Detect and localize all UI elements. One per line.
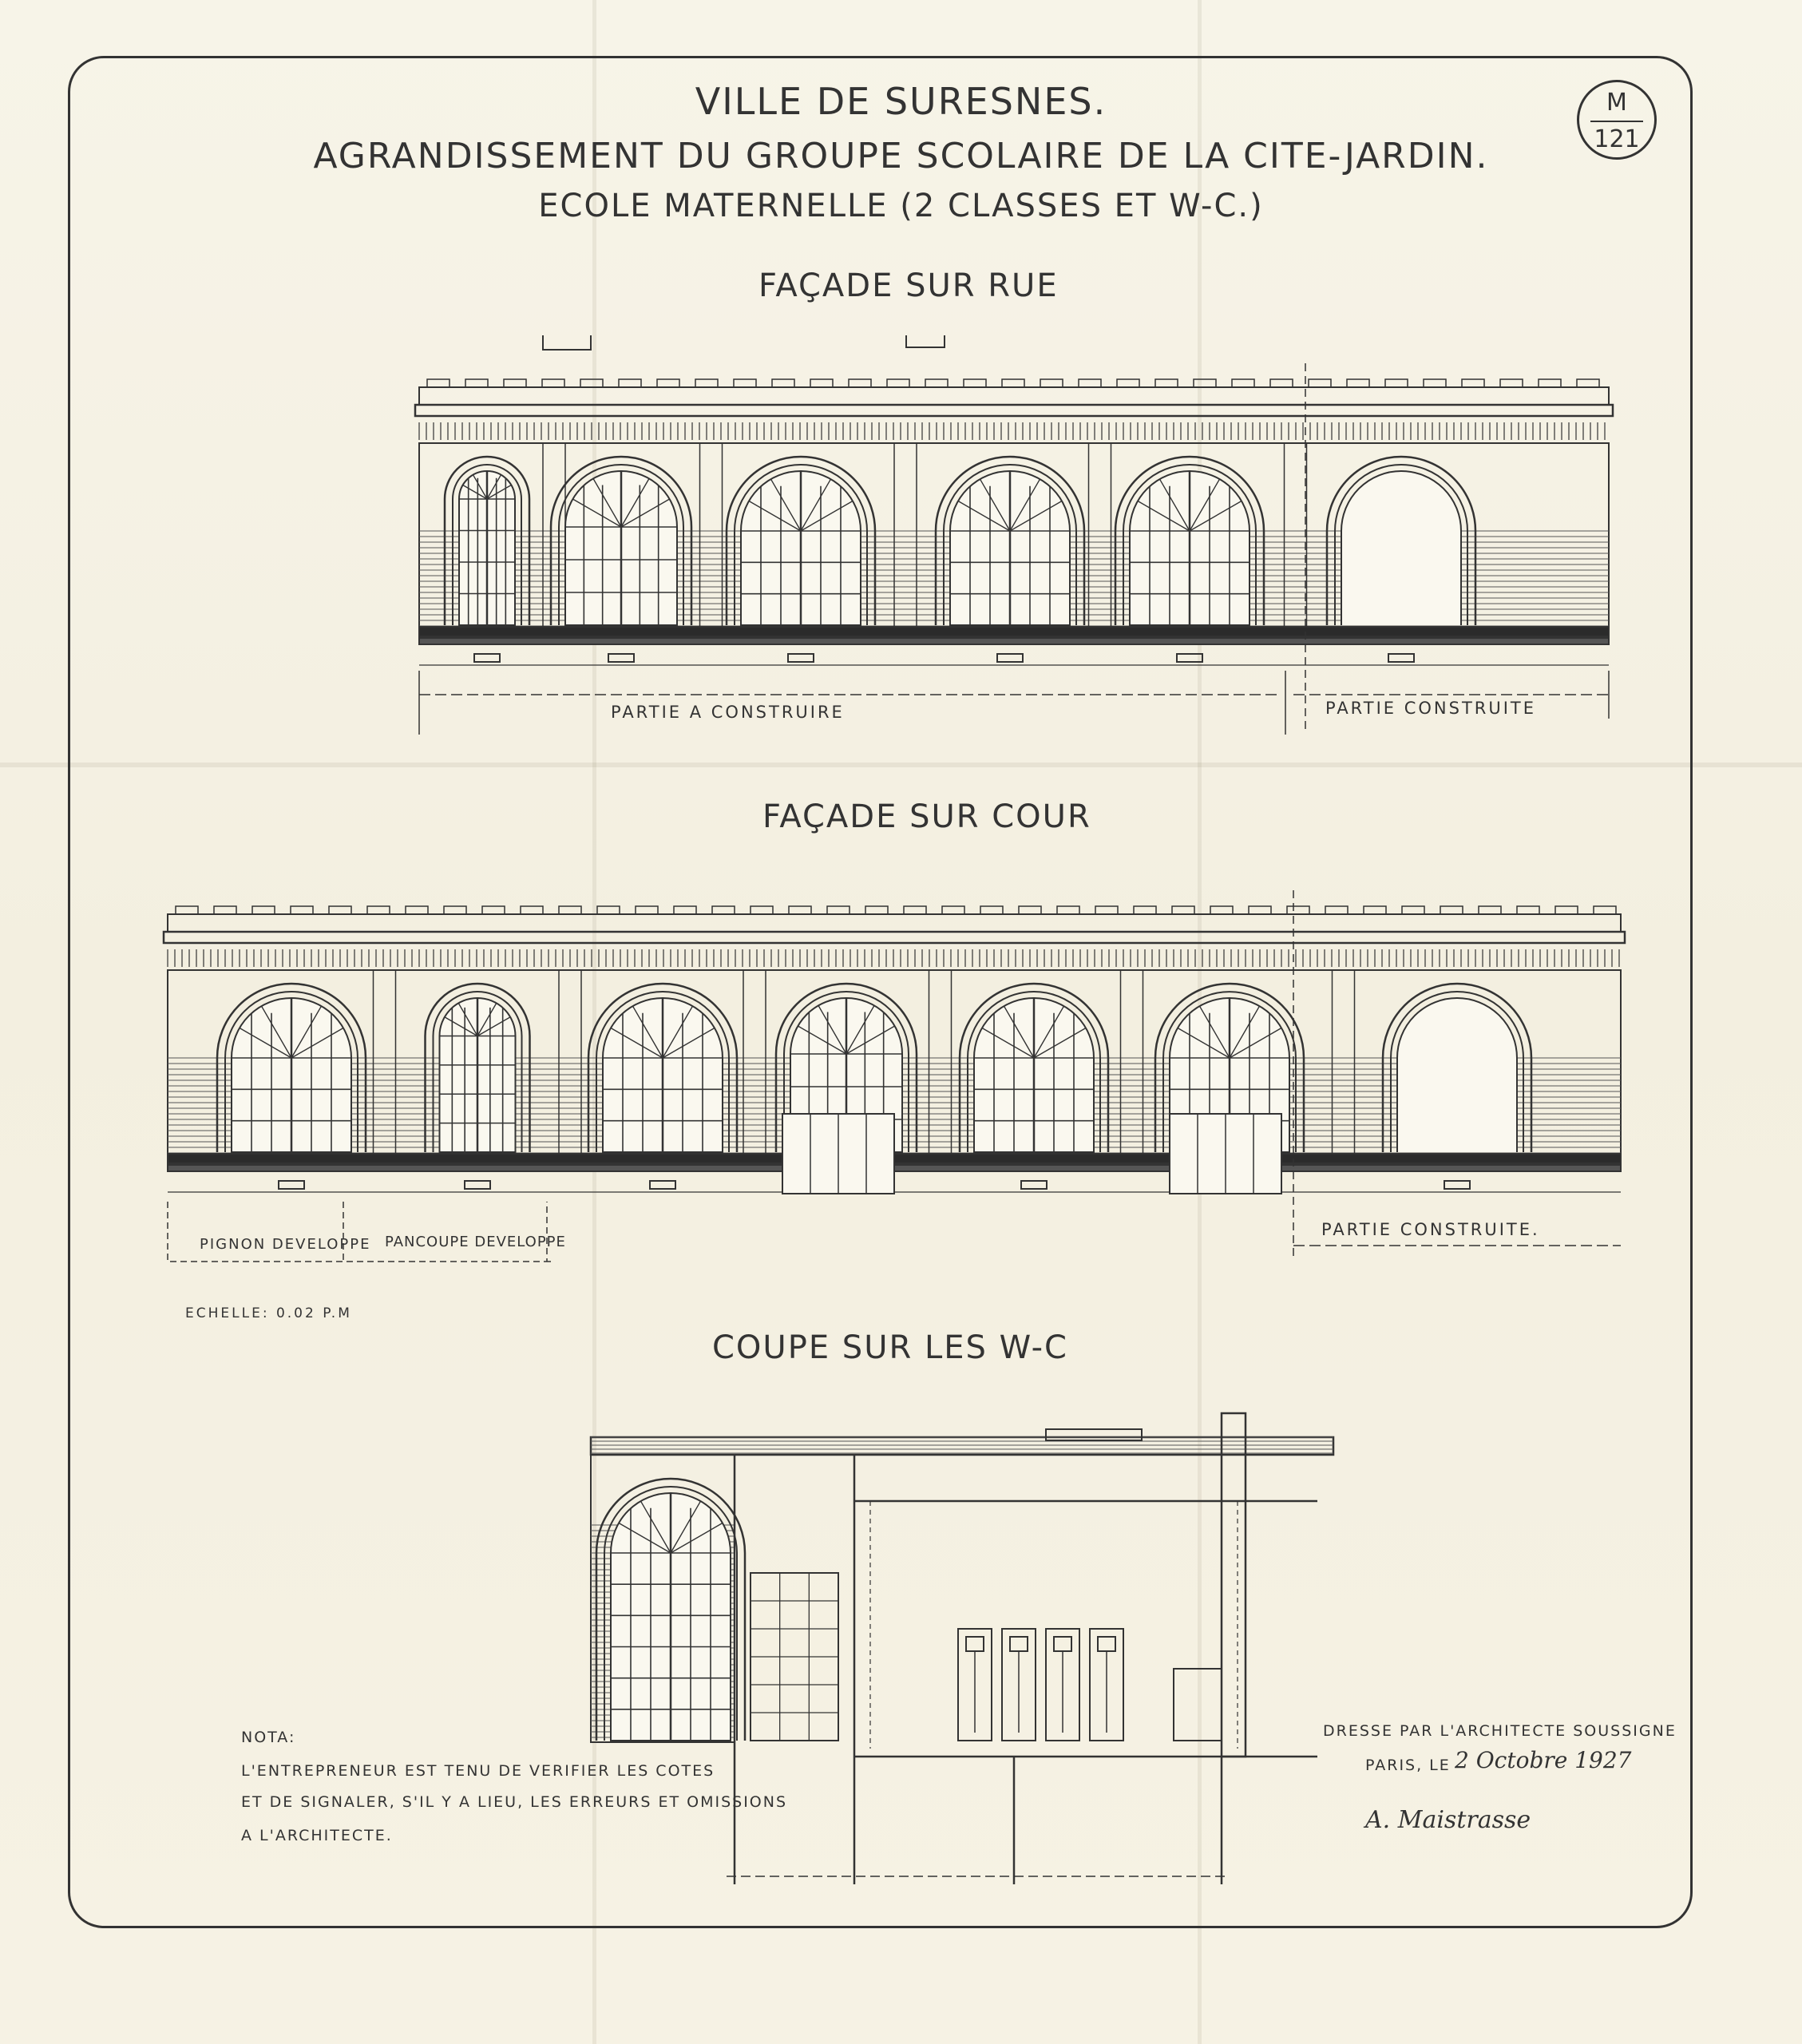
vent-grille <box>279 1181 304 1189</box>
title-city: VILLE DE SURESNES. <box>695 80 1107 123</box>
section-title-cour: FAÇADE SUR COUR <box>762 798 1091 835</box>
open-arch <box>1341 471 1461 625</box>
cistern <box>966 1637 984 1651</box>
label-partie-construite-rue: PARTIE CONSTRUITE <box>1325 699 1537 718</box>
open-arch <box>1397 998 1517 1152</box>
vent-grille <box>650 1181 675 1189</box>
architect-signature: A. Maistrasse <box>1365 1806 1531 1834</box>
vent-grille <box>788 654 814 662</box>
height-dimensions <box>870 1501 1238 1749</box>
nota-line-2: ET DE SIGNALER, S'IL Y A LIEU, LES ERREURS ET OMISSIONS <box>241 1793 788 1811</box>
ground-line <box>419 638 1609 644</box>
stamp-letter: M <box>1606 89 1627 117</box>
vent-grille <box>474 654 500 662</box>
coupe-wc-drawing <box>583 1405 1341 1892</box>
parapet-blocks <box>176 906 1616 914</box>
label-partie-a-construire: PARTIE A CONSTRUIRE <box>611 703 845 722</box>
stamp-number: 121 <box>1594 125 1640 153</box>
washbasin-unit <box>1174 1669 1222 1741</box>
frieze-balusters <box>419 422 1605 440</box>
roof-parapet <box>419 387 1609 405</box>
section-walls <box>735 1455 1317 1757</box>
signature-date: 2 Octobre 1927 <box>1455 1747 1632 1773</box>
label-pignon-developpe: PIGNON DEVELOPPE <box>200 1236 371 1253</box>
signature-place: PARIS, LE <box>1365 1757 1451 1774</box>
title-school: ECOLE MATERNELLE (2 CLASSES ET W-C.) <box>538 188 1264 224</box>
roof-lantern <box>906 335 945 347</box>
label-partie-construite-cour: PARTIE CONSTRUITE. <box>1321 1220 1540 1239</box>
cistern <box>1054 1637 1071 1651</box>
foundation-walls <box>735 1757 1222 1884</box>
vent-grille <box>1021 1181 1047 1189</box>
vent-grille <box>997 654 1023 662</box>
partition-glazing <box>751 1573 838 1741</box>
scale-label: ECHELLE: 0.02 P.M <box>185 1305 352 1321</box>
cornice <box>164 932 1625 943</box>
label-pancoupe-developpe: PANCOUPE DEVELOPPE <box>385 1234 566 1250</box>
vent-grille <box>465 1181 490 1189</box>
skylight <box>1046 1429 1142 1440</box>
nota-line-3: A L'ARCHITECTE. <box>241 1827 393 1844</box>
facade-cour-drawing <box>160 866 1629 1266</box>
section-title-coupe: COUPE SUR LES W-C <box>712 1329 1068 1366</box>
cistern <box>1098 1637 1115 1651</box>
parapet-blocks <box>427 379 1599 387</box>
facade-rue-drawing <box>399 335 1629 751</box>
cornice <box>415 405 1613 416</box>
vent-grille <box>1388 654 1414 662</box>
chimney-wall <box>1222 1413 1246 1757</box>
cistern <box>1010 1637 1028 1651</box>
frieze-balusters <box>168 949 1619 967</box>
section-title-rue: FAÇADE SUR RUE <box>758 267 1059 304</box>
title-project: AGRANDISSEMENT DU GROUPE SCOLAIRE DE LA CITE-JARDIN. <box>313 136 1489 176</box>
plinth <box>419 627 1609 636</box>
signature-heading: DRESSE PAR L'ARCHITECTE SOUSSIGNE <box>1323 1722 1677 1740</box>
roof-parapet <box>168 914 1621 932</box>
roof-lantern <box>543 335 591 350</box>
nota-title: NOTA: <box>241 1729 296 1746</box>
vent-grille <box>608 654 634 662</box>
vent-grille <box>1177 654 1202 662</box>
nota-line-1: L'ENTREPRENEUR EST TENU DE VERIFIER LES COTES <box>241 1762 715 1780</box>
vent-grille <box>1444 1181 1470 1189</box>
